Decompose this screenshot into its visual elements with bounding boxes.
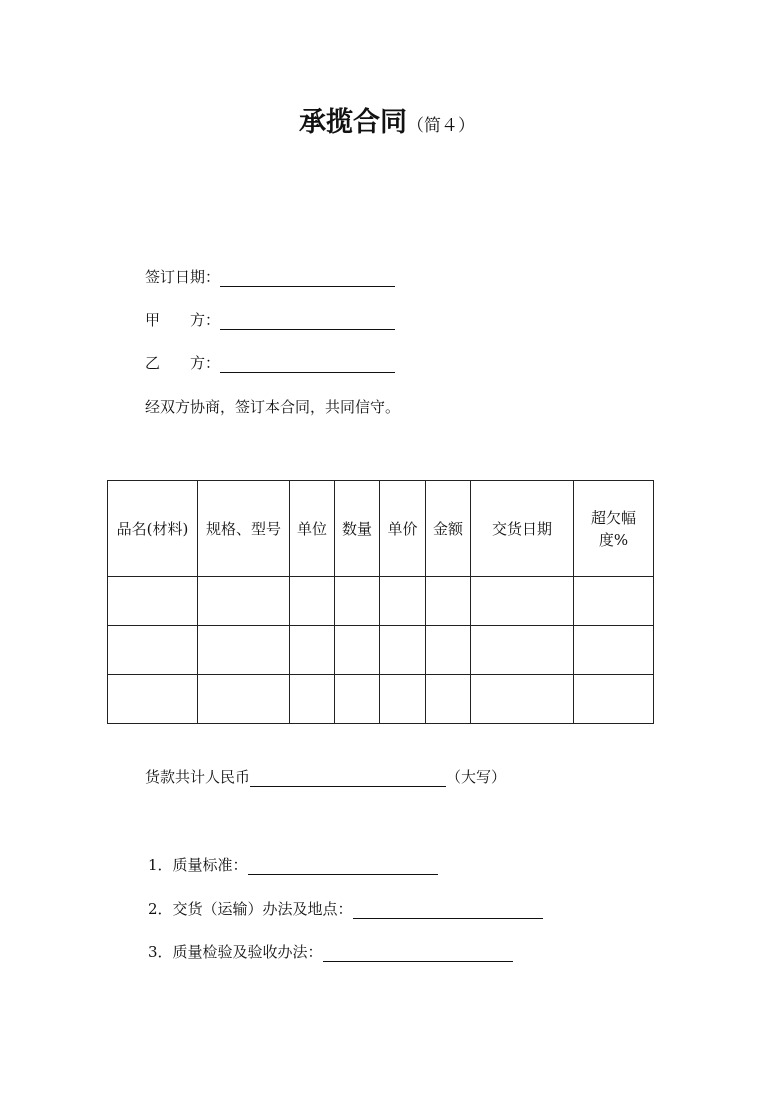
table-cell[interactable] [290, 577, 335, 626]
document-title [0, 100, 774, 139]
sign-date-label: 签订日期： [145, 268, 221, 286]
table-cell[interactable] [380, 675, 426, 724]
party-b-field [145, 352, 395, 373]
total-label: 货款共计人民币 [145, 768, 251, 786]
table-row [108, 675, 654, 724]
party-b-blank[interactable] [220, 356, 395, 373]
inspection-method-blank[interactable] [323, 945, 513, 962]
header-cell-delivery-date: 交货日期 [471, 481, 574, 577]
table-cell[interactable] [198, 626, 290, 675]
table-cell[interactable] [426, 626, 471, 675]
table-cell[interactable] [335, 577, 380, 626]
table-cell[interactable] [574, 675, 654, 724]
goods-table [107, 480, 654, 724]
party-b-label: 乙 方： [145, 354, 221, 372]
table-cell[interactable] [574, 626, 654, 675]
table-cell[interactable] [108, 626, 198, 675]
header-cell-spec: 规格、型号 [198, 481, 290, 577]
total-amount-line [145, 766, 506, 787]
item-label: 2．交货（运输）办法及地点： [148, 900, 353, 918]
table-cell[interactable] [198, 577, 290, 626]
party-a-blank[interactable] [220, 313, 395, 330]
intro-text: 经双方协商，签订本合同，共同信守。 [145, 398, 401, 416]
table-cell[interactable] [335, 626, 380, 675]
delivery-method-blank[interactable] [353, 902, 543, 919]
table-cell[interactable] [108, 577, 198, 626]
item-inspection-method [148, 941, 513, 962]
table-cell[interactable] [471, 577, 574, 626]
item-delivery-method [148, 898, 543, 919]
table-cell[interactable] [426, 577, 471, 626]
table-cell[interactable] [574, 577, 654, 626]
header-cell-unit-price: 单价 [380, 481, 426, 577]
table-cell[interactable] [290, 626, 335, 675]
table-cell[interactable] [471, 675, 574, 724]
title-sub: （简４） [407, 116, 475, 136]
table-cell[interactable] [335, 675, 380, 724]
table-cell[interactable] [426, 675, 471, 724]
item-quality-standard [148, 854, 438, 875]
header-cell-amount: 金额 [426, 481, 471, 577]
sign-date-field [145, 266, 395, 287]
total-amount-blank[interactable] [250, 770, 446, 787]
sign-date-blank[interactable] [220, 270, 395, 287]
table-cell[interactable] [108, 675, 198, 724]
table-row [108, 577, 654, 626]
table-cell[interactable] [198, 675, 290, 724]
header-cell-unit: 单位 [290, 481, 335, 577]
total-suffix: （大写） [446, 768, 507, 786]
table-header-row [108, 481, 654, 577]
title-main: 承揽合同 [299, 107, 407, 138]
party-a-field [145, 309, 395, 330]
header-cell-quantity: 数量 [335, 481, 380, 577]
header-cell-name: 品名(材料) [108, 481, 198, 577]
item-label: 1．质量标准： [148, 856, 248, 874]
table-cell[interactable] [380, 577, 426, 626]
table-cell[interactable] [471, 626, 574, 675]
header-cell-tolerance: 超欠幅度% [574, 481, 654, 577]
table-cell[interactable] [380, 626, 426, 675]
table-cell[interactable] [290, 675, 335, 724]
party-a-label: 甲 方： [145, 311, 221, 329]
table-row [108, 626, 654, 675]
quality-standard-blank[interactable] [248, 858, 438, 875]
item-label: 3．质量检验及验收办法： [148, 943, 323, 961]
